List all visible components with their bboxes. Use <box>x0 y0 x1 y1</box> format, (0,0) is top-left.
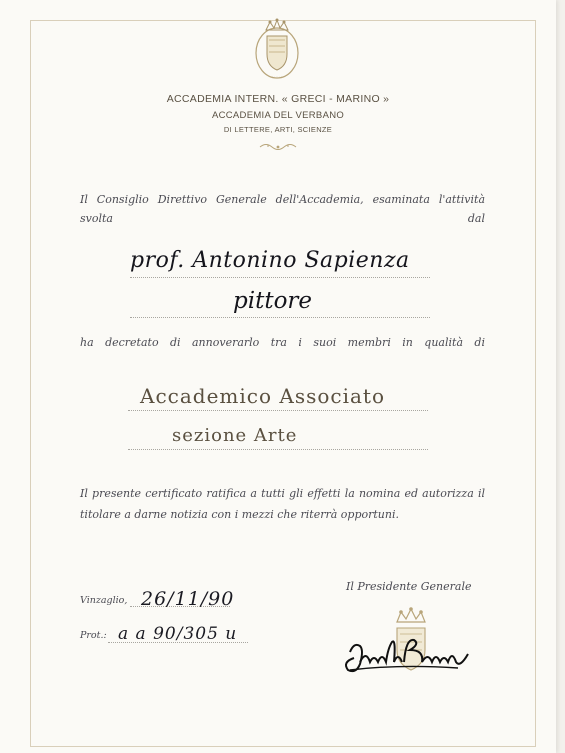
academy-subname-line: ACCADEMIA DEL VERBANO <box>211 110 345 121</box>
academic-section: sezione Arte <box>172 425 298 446</box>
issue-date: 26/11/90 <box>141 588 235 610</box>
decree-text: ha decretato di annoverarlo tra i suoi membri in qualità di <box>80 336 485 349</box>
recipient-role: pittore <box>233 288 313 314</box>
signature-mark <box>340 628 480 674</box>
place-label: Vinzaglio, <box>80 595 128 606</box>
ornament-divider-icon <box>258 142 298 152</box>
svg-text:· · · · · ·: · · · · · · <box>271 74 283 78</box>
intro-text: Il Consiglio Direttivo Generale dell'Accademia, esaminata l'attività svolta dal <box>80 193 485 225</box>
academy-crest-icon <box>252 16 302 82</box>
rank-dotted-line <box>128 410 428 411</box>
date-dotted-line <box>130 606 230 607</box>
section-dotted-line <box>128 449 428 450</box>
academy-disciplines-line: DI LETTERE, ARTI, SCIENZE <box>223 125 333 134</box>
ratification-text: Il presente certificato ratifica a tutti gli effetti la nomina ed autorizza il titolare a darne notizia con i mezzi che riterrà opportuni. <box>80 487 485 521</box>
protocol-label: Prot.: <box>80 630 107 641</box>
president-label: Il Presidente Generale <box>346 580 472 593</box>
protocol-dotted-line <box>108 642 248 643</box>
protocol-number: a a 90/305 u <box>118 624 238 644</box>
academy-name-line: ACCADEMIA INTERN. « GRECI - MARINO » <box>166 93 390 105</box>
role-dotted-line <box>130 317 430 318</box>
recipient-name: prof. Antonino Sapienza <box>130 248 410 273</box>
name-dotted-line <box>130 277 430 278</box>
academic-rank: Accademico Associato <box>140 384 385 408</box>
